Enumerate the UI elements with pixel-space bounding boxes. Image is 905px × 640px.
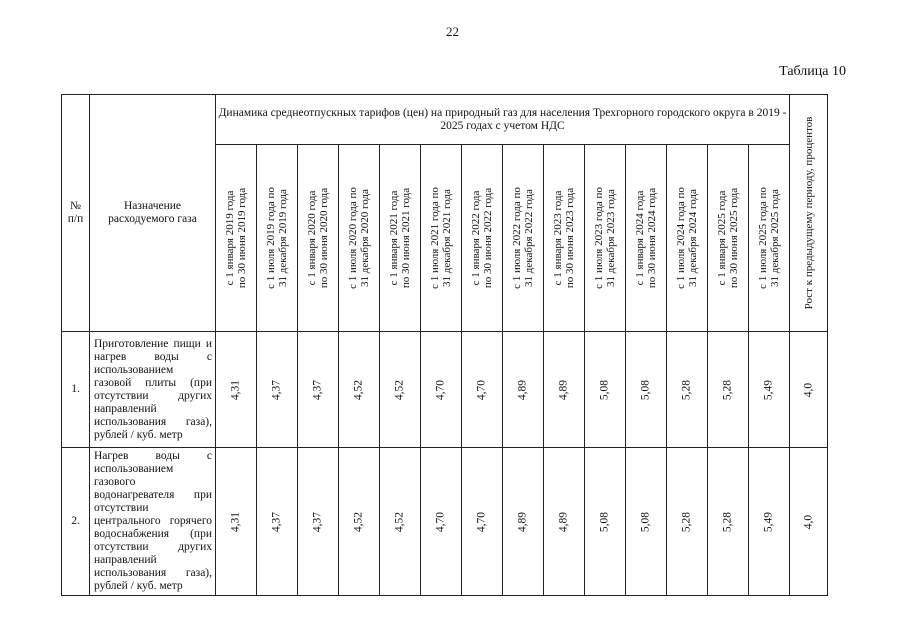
tariff-value: 4,89 (544, 332, 585, 448)
tariff-value: 5,28 (708, 332, 749, 448)
tariff-value: 4,52 (380, 448, 421, 596)
tariff-value: 5,08 (626, 332, 667, 448)
table-caption: Таблица 10 (779, 64, 846, 79)
tariff-value: 5,28 (667, 448, 708, 596)
growth-value: 4,0 (790, 332, 828, 448)
tariff-table (61, 94, 828, 596)
period-header: с 1 января 2025 года по 30 июня 2025 года (708, 145, 749, 332)
row-purpose: Нагрев воды с использованием газового водонагревателя при отсутствии центрального горячего водоснабжения (при отсутствии других направлений использования газа), рублей / куб. метр (90, 448, 216, 596)
tariff-value: 4,37 (298, 332, 339, 448)
row-number: 2. (62, 448, 90, 596)
tariff-value: 5,49 (749, 332, 790, 448)
tariff-value: 4,37 (257, 332, 298, 448)
row-purpose: Приготовление пищи и нагрев воды с использованием газовой плиты (при отсутствии других направлений использования газа), рублей / куб. метр (90, 332, 216, 448)
period-header: с 1 января 2021 года по 30 июня 2021 года (380, 145, 421, 332)
period-header: с 1 июля 2023 года по 31 декабря 2023 года (585, 145, 626, 332)
tariff-value: 5,08 (626, 448, 667, 596)
tariff-value: 5,28 (667, 332, 708, 448)
row-number: 1. (62, 332, 90, 448)
header-title: Динамика среднеотпускных тарифов (цен) на природный газ для населения Трехгорного городского округа в 2019 - 2025 годах с учетом НДС (216, 95, 790, 145)
tariff-value: 4,52 (380, 332, 421, 448)
period-header: с 1 июля 2019 года по 31 декабря 2019 года (257, 145, 298, 332)
period-header: с 1 января 2022 года по 30 июня 2022 года (462, 145, 503, 332)
tariff-value: 4,52 (339, 332, 380, 448)
period-header: с 1 июля 2025 года по 31 декабря 2025 года (749, 145, 790, 332)
tariff-value: 5,08 (585, 332, 626, 448)
tariff-value: 4,89 (544, 448, 585, 596)
period-header: с 1 июля 2022 года по 31 декабря 2022 года (503, 145, 544, 332)
tariff-value: 4,70 (421, 332, 462, 448)
tariff-value: 4,37 (257, 448, 298, 596)
tariff-value: 4,31 (216, 448, 257, 596)
header-growth: Рост к предыдущему периоду, процентов (790, 95, 828, 332)
period-header: с 1 июля 2020 года по 31 декабря 2020 года (339, 145, 380, 332)
tariff-value: 4,89 (503, 448, 544, 596)
header-num: № п/п (62, 95, 90, 332)
tariff-value: 4,37 (298, 448, 339, 596)
header-purpose: Назначение расходуемого газа (90, 95, 216, 332)
growth-value: 4,0 (790, 448, 828, 596)
tariff-value: 5,49 (749, 448, 790, 596)
tariff-value: 4,89 (503, 332, 544, 448)
period-header: с 1 июля 2024 года по 31 декабря 2024 года (667, 145, 708, 332)
period-header: с 1 июля 2021 года по 31 декабря 2021 года (421, 145, 462, 332)
table-row (62, 332, 828, 448)
table-row (62, 448, 828, 596)
page-number: 22 (446, 24, 459, 39)
tariff-value: 4,70 (421, 448, 462, 596)
tariff-value: 4,70 (462, 448, 503, 596)
period-header: с 1 января 2020 года по 30 июня 2020 года (298, 145, 339, 332)
period-header: с 1 января 2019 года по 30 июня 2019 года (216, 145, 257, 332)
tariff-value: 4,31 (216, 332, 257, 448)
tariff-value: 5,08 (585, 448, 626, 596)
tariff-value: 5,28 (708, 448, 749, 596)
period-header: с 1 января 2024 года по 30 июня 2024 года (626, 145, 667, 332)
tariff-value: 4,70 (462, 332, 503, 448)
period-header: с 1 января 2023 года по 30 июня 2023 года (544, 145, 585, 332)
tariff-value: 4,52 (339, 448, 380, 596)
